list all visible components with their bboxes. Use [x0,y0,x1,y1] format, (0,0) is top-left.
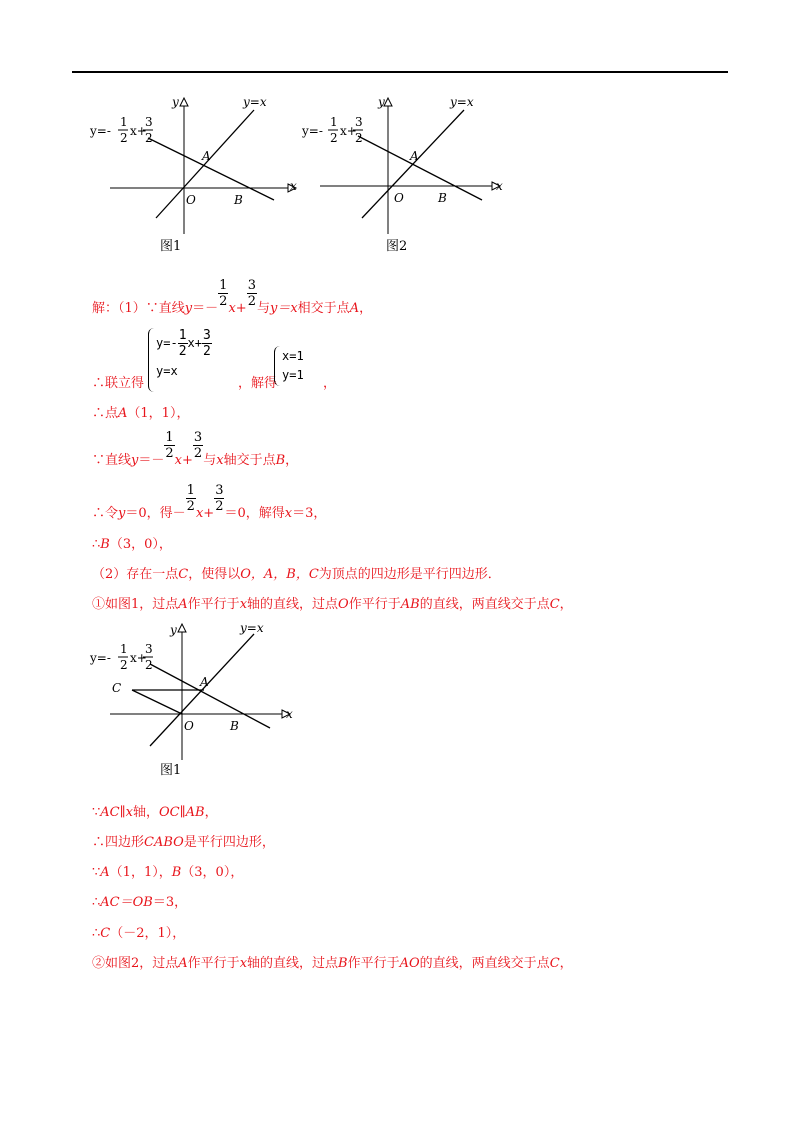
solution-line-1: 解：（1）∵直线y＝－ $\frac{1}{2}$ x+ $\frac{3}{2}$ 与y＝x相交于点A， [92,278,373,316]
solution-line-11: ∵A（1，1），B（3，0）， [92,865,244,880]
label-point-a: A [200,675,209,689]
label-eq-x: x+ [130,124,147,138]
label-y-axis: y [170,623,177,637]
y-axis-arrow [180,98,188,106]
fraction: $\frac{3}{2}$ [193,430,203,461]
solution-line-8: ①如图1，过点A作平行于x轴的直线，过点O作平行于AB的直线，两直线交于点C， [92,597,573,612]
label-frac2-den: 2 [145,131,153,145]
figure-3-graph [88,618,308,783]
solution-line-6: ∴B（3，0）， [92,537,172,552]
figure-1-graph [88,92,308,257]
solution-line-10: ∴四边形CABO是平行四边形， [92,835,275,850]
label-yx: y=x [240,621,264,635]
label-eq-x: x+ [340,124,357,138]
system-equation-1: y=- $\frac{1}{2}$ x+ $\frac{3}{2}$ y=x [156,328,211,378]
label-frac2-num: 3 [145,642,153,656]
label-frac1-num: 1 [120,115,128,129]
solution-line-3: ∴点A（1，1）， [92,406,190,421]
solution-line-2: ∴联立得 ，解得 ， [92,376,337,391]
system-brace-2 [274,346,281,386]
system-brace-1 [148,328,155,392]
fraction: $\frac{1}{2}$ [165,430,174,461]
fraction: $\frac{1}{2}$ [186,483,195,514]
label-frac1-den: 2 [330,131,338,145]
label-frac1-den: 2 [120,658,128,672]
figure-caption: 图2 [386,239,408,254]
label-point-b: B [230,719,239,733]
solution-line-13: ∴C（－2，1）， [92,926,186,941]
label-frac1-den: 2 [120,131,128,145]
label-eq-left: y=- [302,124,323,138]
figure-1 [88,92,308,257]
figure-2-graph [300,92,520,257]
label-frac1-num: 1 [330,115,338,129]
line-y-neg-half-x [150,664,270,728]
label-yx: y=x [243,95,267,109]
label-eq-left: y=- [90,124,111,138]
figure-caption: 图1 [160,239,182,254]
figure-2 [300,92,520,257]
label-point-a: A [202,149,211,163]
label-point-o: O [394,191,404,205]
label-y-axis: y [378,95,385,109]
solution-line-14: ②如图2，过点A作平行于x轴的直线，过点B作平行于AO的直线，两直线交于点C， [92,956,573,971]
label-point-c: C [112,681,122,695]
label-yx: y=x [450,95,474,109]
line-y-neg-half-x [148,138,274,200]
label-x-axis: x [290,179,297,193]
label-point-b: B [234,193,243,207]
label-point-o: O [186,193,196,207]
fraction: $\frac{1}{2}$ [219,278,228,309]
fraction: $\frac{3}{2}$ [247,278,256,309]
label-frac2-num: 3 [355,115,363,129]
fraction: $\frac{3}{2}$ [215,483,224,514]
y-axis-arrow [178,624,186,632]
label-eq-x: x+ [130,651,147,665]
label-point-a: A [410,149,419,163]
label-x-axis: x [496,179,503,193]
figure-caption: 图1 [160,763,182,778]
y-axis-arrow [384,98,392,106]
system-solution: x=1 y=1 [282,349,304,382]
solution-line-7: （2）存在一点C，使得以O，A，B，C为顶点的四边形是平行四边形． [92,567,501,582]
label-y-axis: y [172,95,179,109]
label-point-o: O [184,719,194,733]
solution-line-5: ∴令y＝0，得－ $\frac{1}{2}$ x+ $\frac{3}{2}$ ＝0，解得x＝3， [92,483,327,521]
figure-3 [88,618,308,783]
label-frac2-den: 2 [145,658,153,672]
label-frac2-den: 2 [355,131,363,145]
label-point-b: B [438,191,447,205]
line-y-neg-half-x [358,136,482,200]
label-x-axis: x [286,707,293,721]
solution-line-12: ∴AC＝OB＝3， [92,895,188,910]
label-frac1-num: 1 [120,642,128,656]
solution-line-4: ∵直线y＝－ $\frac{1}{2}$ x+ $\frac{3}{2}$ 与x轴交于点B， [92,430,299,468]
solution-line-9: ∵AC∥x轴，OC∥AB， [92,805,218,820]
line-oc [132,690,182,714]
label-eq-left: y=- [90,651,111,665]
header-rule [72,71,728,73]
label-frac2-num: 3 [145,115,153,129]
